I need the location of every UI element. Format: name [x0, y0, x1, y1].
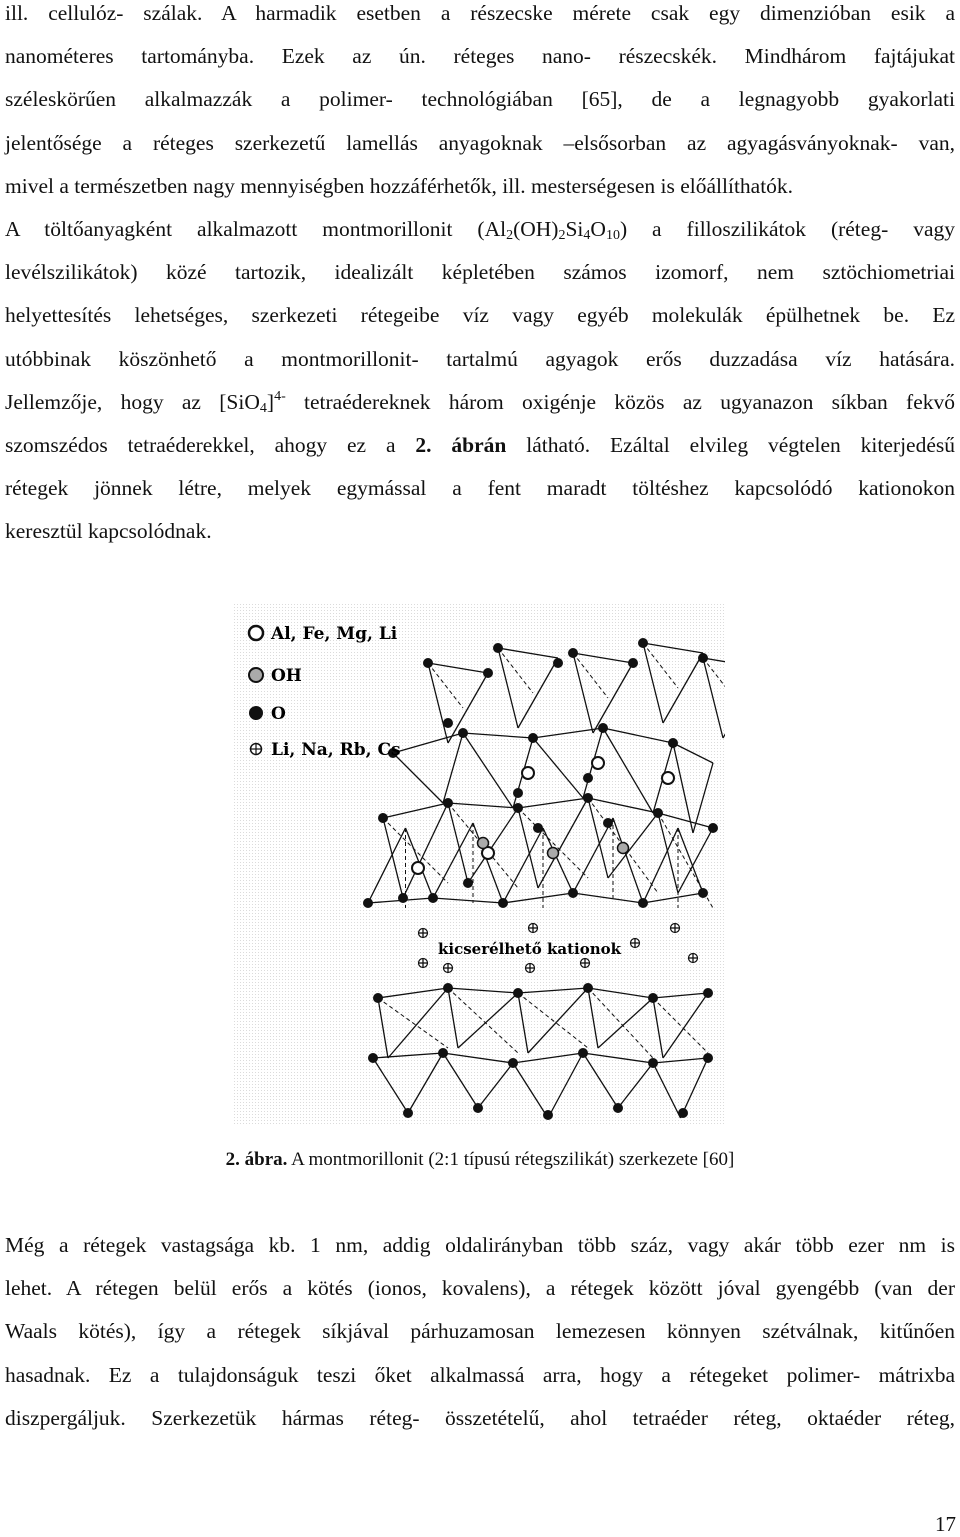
metal-atom [662, 772, 674, 784]
oxygen-atom [578, 1048, 588, 1058]
figure-caption [0, 1149, 960, 1171]
metal-atom [412, 862, 424, 874]
text-line-formula [5, 208, 955, 251]
oxygen-atom [703, 988, 713, 998]
oxygen-atom [498, 898, 508, 908]
text-line: jelentősége a réteges szerkezetű lamellás anyagoknak –elsősorban az agyagásványoknak- van, [5, 130, 955, 155]
oxygen-atom [373, 993, 383, 1003]
oxygen-atom [513, 788, 523, 798]
oxygen-atom [378, 813, 388, 823]
text-segment: ) a filloszilikátok (réteg- vagy [619, 217, 955, 241]
text-segment: ] [266, 389, 275, 414]
subscript: 4 [583, 228, 591, 243]
oxygen-atom [638, 638, 648, 648]
subscript: 10 [605, 228, 620, 243]
oxygen-atom [583, 773, 593, 783]
text-line: utóbbinak köszönhető a montmorillonit- tartalmú agyagok erős duzzadása víz hatására. [5, 346, 955, 371]
oxygen-atom [708, 823, 718, 833]
oxygen-atom [533, 823, 543, 833]
subscript: 2 [558, 228, 566, 243]
oxygen-atom [583, 793, 593, 803]
oxygen-atom [443, 798, 453, 808]
caption-label: 2. ábra. [225, 1149, 288, 1170]
oxygen-atom [398, 893, 408, 903]
text-segment: Si [565, 217, 584, 241]
figure-reference: 2. ábrán [415, 432, 507, 457]
text-line: mivel a természetben nagy mennyiségben hozzáférhetők, ill. mesterségesen is előállíthatók. [5, 173, 794, 198]
open-circle-marker [249, 626, 263, 640]
page-number: 17 [935, 1512, 956, 1536]
filled-circle-marker [249, 706, 263, 720]
oxygen-atom [678, 1108, 688, 1118]
oxygen-atom [443, 718, 453, 728]
text-line: keresztül kapcsolódnak. [5, 519, 212, 544]
text-line: levélszilikátok) közé tartozik, idealizált képletében számos izomorf, nem sztöchiometriai [5, 260, 955, 285]
metal-atom [522, 767, 534, 779]
oxygen-atom [648, 993, 658, 1003]
text-segment: A töltőanyagként alkalmazott montmorillonit (Al [5, 217, 507, 241]
montmorillonite-structure-figure [233, 603, 725, 1125]
oxygen-atom [438, 1048, 448, 1058]
exchangeable-cations-label: kicserélhető kationok [438, 940, 622, 958]
oxygen-atom [368, 1053, 378, 1063]
oxygen-atom [568, 888, 578, 898]
legend-label-metal: Al, Fe, Mg, Li [271, 624, 398, 644]
paragraph-intro [5, 0, 955, 208]
oxygen-atom [583, 983, 593, 993]
oxygen-atom [508, 1058, 518, 1068]
text-line: Még a rétegek vastagsága kb. 1 nm, addig oldalirányban több száz, vagy akár több ezer nm is [5, 1233, 955, 1257]
text-line: helyettesítés lehetséges, szerkezeti rétegeibe víz vagy egyéb molekulák épülhetnek be. Ez [5, 303, 955, 328]
oxygen-atom [638, 898, 648, 908]
text-segment: szomszédos tetraéderekkel, ahogy ez a [5, 432, 416, 457]
oxygen-atom [428, 893, 438, 903]
text-line: hasadnak. Ez a tulajdonságuk teszi őket alkalmassá arra, hogy a rétegeket polimer- mátrixba [5, 1362, 955, 1387]
legend-label-hydroxyl: OH [271, 666, 302, 686]
oxygen-atom [703, 1053, 713, 1063]
oxygen-atom [473, 1103, 483, 1113]
oxygen-atom [628, 658, 638, 668]
oxygen-atom [403, 1108, 413, 1118]
structure-diagram [233, 603, 725, 1125]
oxygen-atom [553, 658, 563, 668]
text-segment: tetraédereknek három oxigénje közös az ugyanazon síkban fekvő [285, 389, 955, 414]
oxygen-atom [483, 668, 493, 678]
oxygen-atom [513, 988, 523, 998]
hydroxyl-group [618, 843, 629, 854]
oxygen-atom [603, 818, 613, 828]
text-line: ill. cellulóz- szálak. A harmadik esetben a részecske mérete csak egy dimenzióban esik a [5, 1, 955, 25]
text-line: nanométeres tartományba. Ezek az ún. réteges nano- részecskék. Mindhárom fajtájukat [5, 44, 955, 69]
text-segment: O [590, 217, 606, 241]
oxygen-atom [698, 888, 708, 898]
text-segment: Jellemzője, hogy az [SiO [5, 389, 260, 414]
hydroxyl-group [478, 838, 489, 849]
oxygen-atom [613, 1103, 623, 1113]
oxygen-atom [543, 1110, 553, 1120]
text-line-figure-ref [5, 424, 955, 467]
legend-label-oxygen: O [271, 704, 286, 724]
subscript: 2 [506, 228, 514, 243]
oxygen-atom [363, 898, 373, 908]
text-line: diszpergáljuk. Szerkezetük hármas réteg- összetételű, ahol tetraéder réteg, oktaéder réteg, [5, 1405, 955, 1430]
oxygen-atom [653, 808, 663, 818]
oxygen-atom [463, 878, 473, 888]
hydroxyl-group [548, 848, 559, 859]
caption-text: A montmorillonit (2:1 típusú rétegszilikát) szerkezete [60] [287, 1149, 735, 1170]
text-line: rétegek jönnek létre, melyek egymással a fent maradt töltéshez kapcsolódó kationokon [5, 476, 955, 501]
oxygen-atom [528, 733, 538, 743]
oxygen-atom [668, 738, 678, 748]
text-segment: látható. Ezáltal elvileg végtelen kiterjedésű [506, 432, 955, 457]
oxygen-atom [698, 653, 708, 663]
figure-background [233, 603, 725, 1125]
grey-circle-marker [249, 668, 263, 682]
text-segment: (OH) [513, 217, 559, 241]
text-line: Waals kötés), így a rétegek síkjával párhuzamosan lemezesen könnyen szétválnak, kitűnően [5, 1319, 955, 1344]
superscript: 4- [274, 388, 286, 404]
text-line-formula [5, 381, 955, 424]
oxygen-atom [443, 983, 453, 993]
oxygen-atom [458, 728, 468, 738]
oxygen-atom [493, 643, 503, 653]
text-line: széleskörűen alkalmazzák a polimer- technológiában [65], de a legnagyobb gyakorlati [5, 87, 955, 112]
paragraph-montmorillonite [5, 208, 955, 554]
oxygen-atom [423, 658, 433, 668]
text-line: lehet. A rétegen belül erős a kötés (ionos, kovalens), a rétegek között jóval gyengébb (van der [5, 1276, 955, 1301]
metal-atom [592, 757, 604, 769]
oxygen-atom [598, 723, 608, 733]
oxygen-atom [648, 1058, 658, 1068]
oxygen-atom [513, 803, 523, 813]
paragraph-layers [5, 1224, 955, 1440]
subscript: 4 [259, 400, 267, 416]
oxygen-atom [568, 648, 578, 658]
legend-label-cations: Li, Na, Rb, Cs [271, 740, 401, 760]
